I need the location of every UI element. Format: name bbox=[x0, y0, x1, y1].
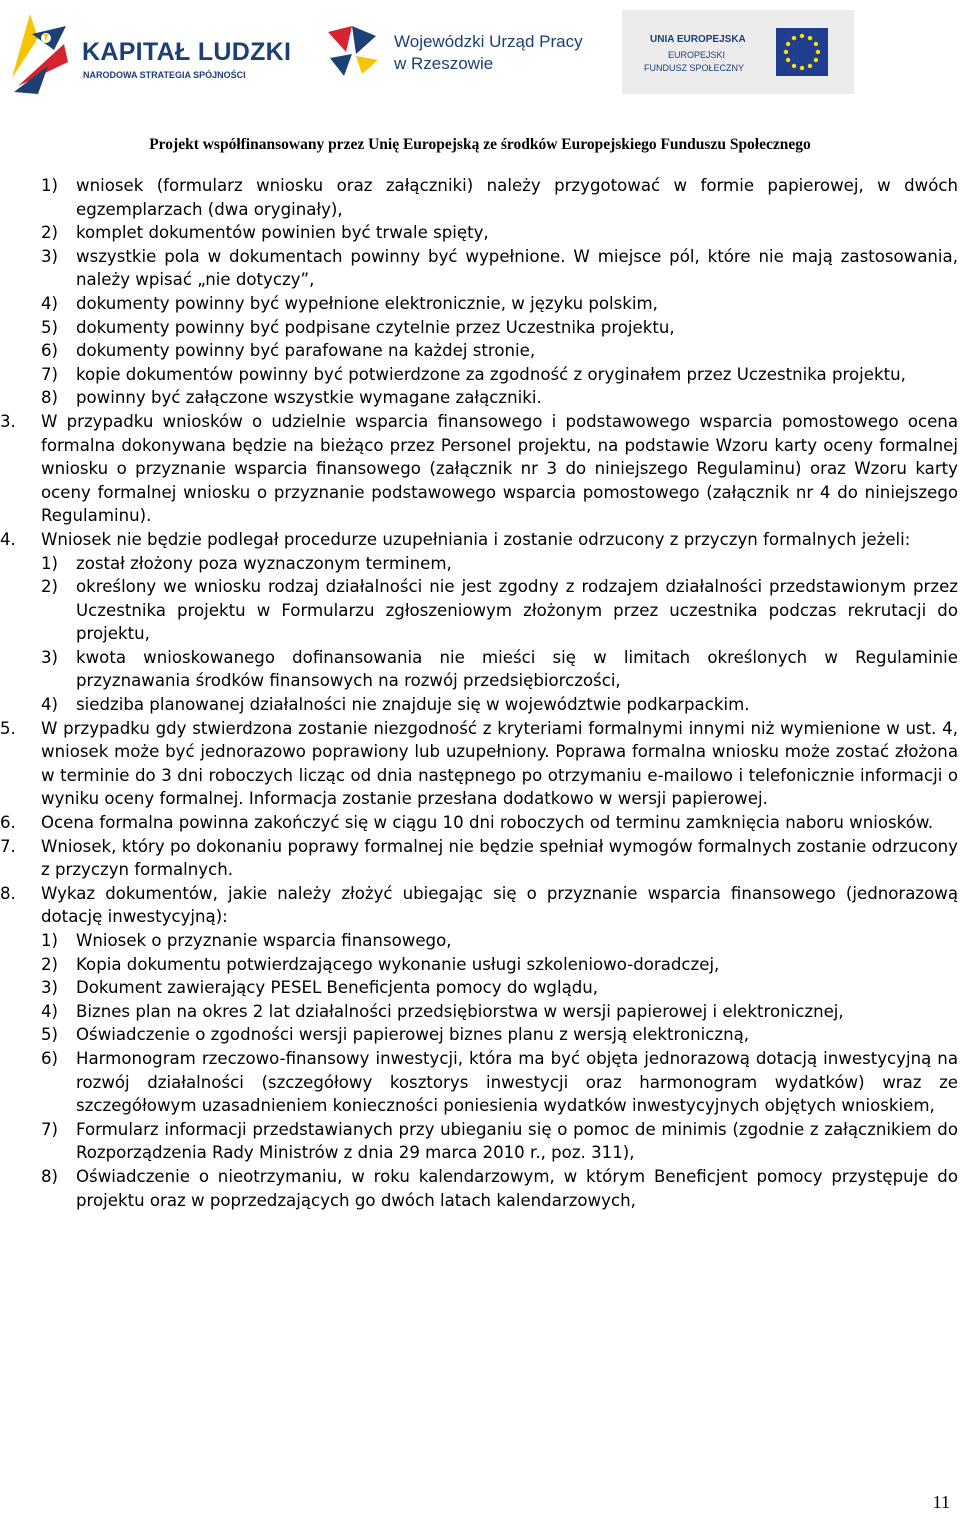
list-item-text: powinny być załączone wszystkie wymagane załączniki. bbox=[76, 388, 542, 408]
paragraph-number: 7. bbox=[0, 836, 16, 856]
ue-line1: UNIA EUROPEJSKA bbox=[650, 34, 746, 45]
list-item-text: Biznes plan na okres 2 lat działalności przedsiębiorstwa w wersji papierowej i elektronicznej, bbox=[76, 1001, 844, 1021]
list-item-text: kwota wnioskowanego dofinansowania nie mieści się w limitach określonych w Regulaminie przyznawania środków finansowych na rozwój przedsiębiorczości, bbox=[76, 647, 958, 691]
list-item-text: dokumenty powinny być wypełnione elektronicznie, w języku polskim, bbox=[76, 293, 658, 313]
list-item bbox=[0, 339, 960, 363]
list-item bbox=[0, 1047, 960, 1118]
list-item bbox=[0, 245, 960, 292]
list-item-number: 2) bbox=[41, 223, 59, 243]
numbered-paragraph bbox=[0, 528, 960, 552]
list-item-text: wniosek (formularz wniosku oraz załączniki) należy przygotować w formie papierowej, w dwóch egzemplarzach (dwa oryginały), bbox=[76, 176, 958, 219]
list-item bbox=[0, 386, 960, 410]
list-item-number: 1) bbox=[41, 553, 59, 573]
logo-kapital-ludzki bbox=[8, 8, 292, 98]
document-body bbox=[0, 174, 960, 1212]
eu-flag-icon bbox=[776, 28, 828, 76]
paragraph-number: 8. bbox=[0, 883, 16, 903]
list-item-text: Oświadczenie o nieotrzymaniu, w roku kalendarzowym, w którym Beneficjent pomocy przystępuje do projektu oraz w poprzedzających go dwóch latach kalendarzowych, bbox=[76, 1166, 958, 1210]
logo-unia-europejska bbox=[622, 10, 854, 94]
list-item bbox=[0, 221, 960, 245]
kapital-ludzki-subtitle: NARODOWA STRATEGIA SPÓJNOŚCI bbox=[83, 70, 246, 80]
list-item bbox=[0, 1000, 960, 1024]
list-item-number: 5) bbox=[41, 1025, 59, 1045]
paragraph-text: W przypadku gdy stwierdzona zostanie niezgodność z kryteriami formalnymi innymi niż wymienione w ust. 4, wniosek może być jednorazowo poprawiony lub uzupełniony. Poprawa formalna wniosku może zostać złożona w terminie do 3 dni roboczych licząc od dnia następnego po otrzymaniu e-mailowo i telefonicznie informacji o wyniku oceny formalnej. Informacja zostanie przesłana dodatkowo w wersji papierowej. bbox=[41, 718, 958, 809]
list-item-number: 7) bbox=[41, 1119, 59, 1139]
list-item-number: 3) bbox=[41, 246, 59, 266]
numbered-paragraph bbox=[0, 882, 960, 929]
list-item bbox=[0, 929, 960, 953]
paragraph-text: Wykaz dokumentów, jakie należy złożyć ubiegając się o przyznanie wsparcia finansowego (jednorazową dotację inwestycyjną): bbox=[41, 883, 958, 927]
logo-wup-rzeszow bbox=[322, 22, 592, 82]
list-item-text: Dokument zawierający PESEL Beneficjenta pomocy do wglądu, bbox=[76, 978, 599, 998]
paragraph-number: 3. bbox=[0, 411, 16, 431]
list-item bbox=[0, 174, 960, 221]
list-item-number: 2) bbox=[41, 954, 59, 974]
numbered-paragraph bbox=[0, 811, 960, 835]
paragraph-text: Ocena formalna powinna zakończyć się w ciągu 10 dni roboczych od terminu zamknięcia naboru wniosków. bbox=[41, 813, 934, 833]
header-logos bbox=[0, 0, 960, 110]
wup-emblem-icon bbox=[322, 22, 382, 78]
paragraph-number: 5. bbox=[0, 718, 16, 738]
list-item bbox=[0, 1023, 960, 1047]
list-item-number: 4) bbox=[41, 293, 59, 313]
list-item-text: dokumenty powinny być parafowane na każdej stronie, bbox=[76, 341, 536, 361]
list-item-number: 8) bbox=[41, 388, 59, 408]
list-item-number: 3) bbox=[41, 978, 59, 998]
list-item bbox=[0, 693, 960, 717]
project-cofinancing-line: Projekt współfinansowany przez Unię Europejską ze środków Europejskiego Funduszu Społecznego bbox=[149, 136, 811, 153]
list-item bbox=[0, 1118, 960, 1165]
numbered-paragraph bbox=[0, 717, 960, 811]
list-item bbox=[0, 953, 960, 977]
list-item-text: Oświadczenie o zgodności wersji papierowej biznes planu z wersją elektroniczną, bbox=[76, 1025, 750, 1045]
list-item bbox=[0, 292, 960, 316]
list-item-text: został złożony poza wyznaczonym terminem, bbox=[76, 553, 452, 573]
list-item-number: 1) bbox=[41, 931, 59, 950]
list-item-text: kopie dokumentów powinny być potwierdzone za zgodność z oryginałem przez Uczestnika projektu, bbox=[76, 364, 906, 384]
list-item-text: Formularz informacji przedstawianych przy ubieganiu się o pomoc de minimis (zgodnie z załącznikiem do Rozporządzenia Rady Ministrów z dnia 29 marca 2010 r., poz. 311), bbox=[76, 1119, 958, 1163]
wup-line1: Wojewódzki Urząd Pracy bbox=[394, 32, 583, 51]
ue-line3: FUNDUSZ SPOŁECZNY bbox=[644, 63, 745, 73]
wup-line2: w Rzeszowie bbox=[394, 54, 494, 73]
paragraph-text: W przypadku wniosków o udzielnie wsparcia finansowego i podstawowego wsparcia pomostowego ocena formalna dokonywana będzie na bieżąco przez Personel projektu, na podstawie Wzoru karty oceny formalnej wniosku o przyznanie wsparcia finansowego (załącznik nr 3 do niniejszego Regulaminu) oraz Wzoru karty oceny formalnej wniosku o przyznanie podstawowego wsparcia pomostowego (załącznik nr 4 do niniejszego Regulaminu). bbox=[41, 411, 958, 526]
list-item-text: Harmonogram rzeczowo-finansowy inwestycji, która ma być objęta jednorazową dotacją inwestycyjną na rozwój działalności (szczegółowy kosztorys inwestycji oraz harmonogram wydatków) wraz ze szczegółowym uzasadnieniem konieczności poniesienia wydatków inwestycyjnych objętych wnioskiem, bbox=[76, 1048, 958, 1116]
list-item-number: 1) bbox=[41, 176, 59, 195]
list-item-text: komplet dokumentów powinien być trwale spięty, bbox=[76, 223, 489, 243]
list-item-text: siedziba planowanej działalności nie znajduje się w województwie podkarpackim. bbox=[76, 695, 750, 715]
list-item-number: 7) bbox=[41, 364, 59, 384]
ue-line2: EUROPEJSKI bbox=[668, 50, 726, 60]
list-item-text: Wniosek o przyznanie wsparcia finansowego, bbox=[76, 931, 452, 950]
list-item-text: określony we wniosku rodzaj działalności nie jest zgodny z rodzajem działalności przedstawionym przez Uczestnika projektu w Formularzu zgłoszeniowym złożonym przez uczestnika podczas rekrutacji do projektu, bbox=[76, 577, 958, 644]
list-item-number: 4) bbox=[41, 1001, 59, 1021]
list-item bbox=[0, 976, 960, 1000]
list-item bbox=[0, 316, 960, 340]
list-item bbox=[0, 1165, 960, 1212]
list-item-number: 6) bbox=[41, 341, 59, 361]
list-item bbox=[0, 575, 960, 646]
paragraph-text: Wniosek nie będzie podlegał procedurze uzupełniania i zostanie odrzucony z przyczyn formalnych jeżeli: bbox=[41, 529, 911, 549]
kapital-ludzki-emblem-icon bbox=[8, 8, 70, 96]
paragraph-number: 4. bbox=[0, 529, 16, 549]
paragraph-number: 6. bbox=[0, 813, 16, 833]
paragraph-text: Wniosek, który po dokonaniu poprawy formalnej nie będzie spełniał wymogów formalnych zostanie odrzucony z przyczyn formalnych. bbox=[41, 836, 958, 880]
list-item-number: 2) bbox=[41, 577, 59, 597]
list-item-number: 5) bbox=[41, 317, 59, 337]
kapital-ludzki-title: KAPITAŁ LUDZKI bbox=[82, 38, 292, 66]
page-number: 11 bbox=[932, 1492, 950, 1512]
list-item-text: wszystkie pola w dokumentach powinny być wypełnione. W miejsce pól, które nie mają zastosowania, należy wpisać „nie dotyczy”, bbox=[76, 246, 958, 290]
numbered-paragraph bbox=[0, 835, 960, 882]
list-item bbox=[0, 363, 960, 387]
list-item bbox=[0, 552, 960, 576]
numbered-paragraph bbox=[0, 410, 960, 528]
list-item-number: 3) bbox=[41, 647, 59, 667]
list-item-number: 6) bbox=[41, 1048, 59, 1068]
list-item bbox=[0, 646, 960, 693]
list-item-number: 8) bbox=[41, 1166, 59, 1186]
list-item-text: dokumenty powinny być podpisane czytelnie przez Uczestnika projektu, bbox=[76, 317, 675, 337]
list-item-text: Kopia dokumentu potwierdzającego wykonanie usługi szkoleniowo-doradczej, bbox=[76, 954, 720, 974]
list-item-number: 4) bbox=[41, 695, 59, 715]
